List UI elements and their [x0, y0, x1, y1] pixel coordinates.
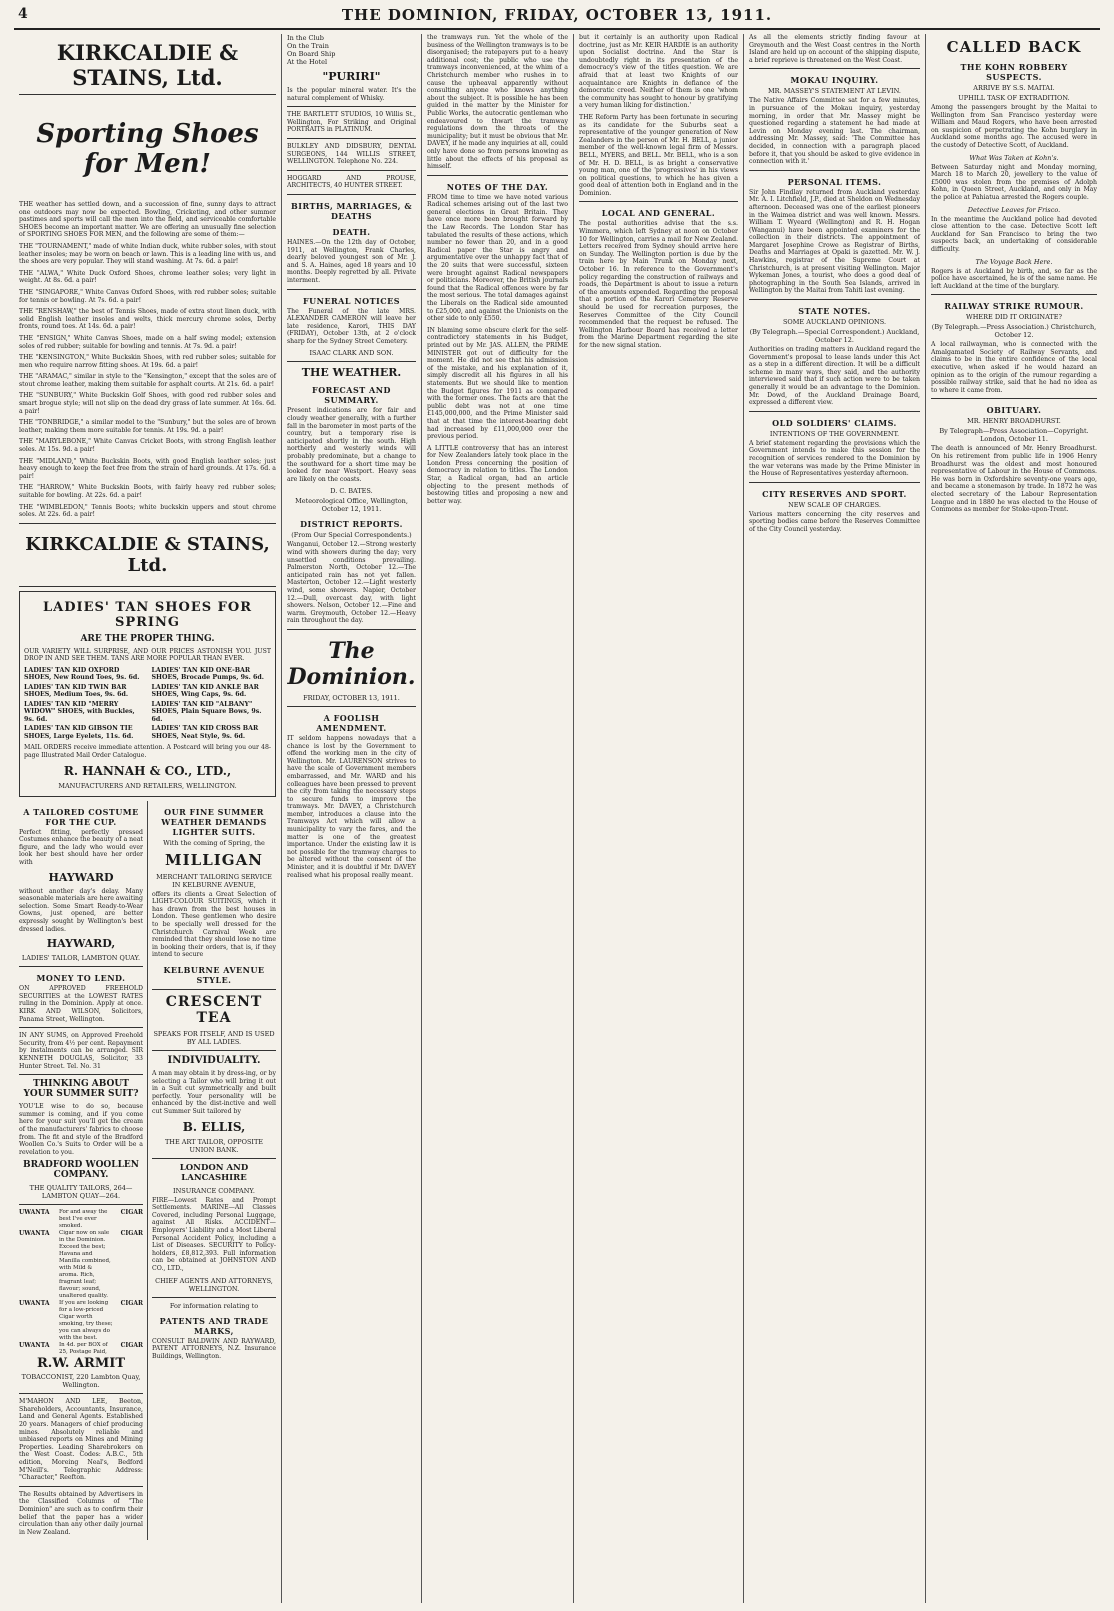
club-line: On Board Ship [287, 50, 336, 58]
weather-date: Meteorological Office, Wellington, October 12, 1911. [295, 497, 408, 514]
crescent-tea-heading: CRESCENT TEA [165, 994, 263, 1026]
called-back-heading: CALLED BACK [946, 38, 1082, 56]
shoe-item: LADIES' TAN KID ANKLE BAR SHOES, Wing Caps, 9s. 6d. [151, 683, 259, 699]
state-notes-body: Authorities on trading matters in Auckland regard the Government's proposal to lease lands under this Act as a step in a different direction. It will be a difficult scheme in many ways, they said, and the authority interviewed said that if such action were to be taken generally it would be an advantage to the Dominion. Mr. Dowd, of the Auckland Drainage Board, expressed a different view. [749, 346, 920, 407]
shoe-item: LADIES' TAN KID "ALBANY" SHOES, Plain Square Bows, 9s. 6d. [151, 700, 262, 723]
puriri-body: Is the popular mineral water. It's the natural complement of Whisky. [287, 87, 416, 102]
shoe-item: LADIES' TAN KID GIBSON TIE SHOES, Large Eyelets, 11s. 6d. [24, 725, 134, 740]
shipping-note: As all the elements strictly finding favour at Greymouth and the West Coast centres in the North Island are held up on account of the shipping dispute, a brief reprieve is threatened on the West Coast. [749, 34, 920, 64]
crescent-tea-sub: SPEAKS FOR ITSELF, AND IS USED BY ALL LADIES. [153, 1030, 275, 1046]
hayward-name: HAYWARD [48, 870, 114, 884]
newspaper-title: THE DOMINION, FRIDAY, OCTOBER 13, 1911. [341, 6, 773, 24]
personal-items-heading: PERSONAL ITEMS. [787, 176, 882, 187]
obituary-heading: OBITUARY. [986, 405, 1042, 416]
column-5 [744, 34, 926, 1603]
shoe-item: THE "WIMBLEDON," Tennis Boots; white buckskin uppers and stout chrome soles. At 22s. 6d. a pair! [19, 503, 276, 519]
cigar-price: In 4d. per BOX of 25, Postage Paid, [59, 1342, 108, 1356]
page-number: 4 [18, 6, 28, 22]
uwanta-label: UWANTA [19, 1209, 50, 1217]
cigar-label: CIGAR [120, 1230, 143, 1238]
funeral-heading: FUNERAL NOTICES [302, 295, 401, 306]
notes-of-day-body-2: IN blaming some obscure clerk for the self-contradictory statements in his Budget, printed out by Mr. JAS. ALLEN, the PRIME MINISTER got out of difficulty for the moment. He did not see that his admission of the mistake, and his explanation of it, simply discredit all his figures in all his statements. But we should like to mention the Budget figures for 1911 as compared with the former ones. The facts are that the public debt was not at one time £145,000,000, and the Prime Minister said that at that time the interest-bearing debt had increased by £11,000,000 over the previous period. [427, 326, 568, 441]
mokau-heading: MOKAU INQUIRY. [790, 75, 879, 86]
mokau-sub: MR. MASSEY'S STATEMENT AT LEVIN. [768, 87, 901, 96]
ellis-name: B. ELLIS, [182, 1119, 246, 1134]
detective-body: In the meantime the Auckland police had devoted close attention to the case. Detective Scott left Auckland for San Francisco to bring the two suspects back, an undertaking of considerable difficulty. [931, 215, 1097, 253]
hayward-signature: HAYWARD, [46, 937, 116, 951]
sporting-shoes-heading: Sporting Shoes for Men! [36, 119, 259, 179]
voyage-body: Rogers is at Auckland by birth, and, so far as the police have ascertained, he is of the same name. He left Auckland at the time of the burglary. [931, 267, 1097, 290]
dental-surgeons-ad: BULKLEY AND DIDSBURY, DENTAL SURGEONS, 144 WILLIS STREET, WELLINGTON. Telephone No. 224. [287, 142, 416, 166]
hayward-body: Perfect fitting, perfectly pressed Costumes enhance the beauty of a neat figure, and the lady who would ever look her best should have her order with [19, 828, 143, 867]
cigar-text: Cigar now on sale in the Dominion. Exceed the best; Havana and Manilla combined, with Mild & aroma. Rich, fragrant leaf; flavour; sound, unaltered quality. [59, 1230, 111, 1300]
obituary-body: The death is announced of Mr. Henry Broadhurst. On his retirement from public life in 1906 Henry Broadhurst was the oldest and most honoured representative of Labour in the House of Commons. He was born in Oxfordshire seventy-one years ago, and became a stonemason by trade. In 1872 he was elected secretary of the Labour Representation League and in 1880 he was elected to the House of Commons as member for Stoke-upon-Trent. [931, 445, 1097, 514]
hannah-name: R. HANNAH & CO., LTD., [63, 763, 232, 778]
shoe-item: LADIES' TAN KID ONE-BAR SHOES, Brocade Pumps, 9s. 6d. [151, 666, 264, 682]
classified-note: The Results obtained by Advertisers in the Classified Columns of "The Dominion" are such as to confirm their belief that the paper has a wider circulation than any other daily journal in New Zealand. [19, 1490, 143, 1536]
editorial-continued: the tramways run. Yet the whole of the business of the Wellington tramways is to be disorganised; the ratepayers put to a heavy additional cost; the public who use the tramways inconvenienced, at the whim of a Christchurch member who rushes in to cause the upheaval apparently without consulting anyone who knows anything about the subject. It is possible he has been guided in the matter by the Minister for Public Works, the autocratic gentleman who endeavoured to thwart the tramway regulations down the throats of the municipality; but it must be obvious that Mr. DAVEY, if he made any inquiries at all, could only have done so from persons knowing as little about the effects of his proposal as himself. [427, 34, 568, 171]
shoe-item: THE "ALWA," White Duck Oxford Shoes, chrome leather soles; very light in weight. At 8s. 6d. a pair! [19, 269, 276, 285]
club-line: On the Train [287, 42, 329, 50]
london-lancashire-sub: INSURANCE COMPANY. [173, 1186, 255, 1195]
uwanta-label: UWANTA [19, 1230, 50, 1238]
hayward-ad [19, 801, 143, 1541]
uwanta-label: UWANTA [19, 1342, 50, 1350]
patents-body: CONSULT BALDWIN AND RAYWARD, PATENT ATTORNEYS, N.Z. Insurance Buildings, Wellington. [152, 1337, 276, 1360]
column-6 [926, 34, 1102, 1603]
money-to-lend-heading: MONEY TO LEND. [36, 973, 126, 984]
hayward-address: LADIES' TAILOR, LAMBTON QUAY. [21, 954, 141, 963]
shoe-item: THE "RENSHAW," the best of Tennis Shoes, made of extra stout linen duck, with solid English leather insoles and welts, thick mercury chrome soles, Derby fronts, round toes. At 14s. 6d. a pair! [19, 308, 276, 331]
called-back-sub-2: ARRIVE BY S.S. MAITAI. [973, 84, 1055, 92]
hannah-sub: MANUFACTURERS AND RETAILERS, WELLINGTON. [58, 781, 237, 790]
railway-strike-sub: WHERE DID IT ORIGINATE? [966, 313, 1062, 322]
funeral-signature: ISAAC CLARK AND SON. [309, 349, 394, 358]
hoggard-prouse-ad: HOGGARD AND PROUSE, ARCHITECTS, 40 HUNTER STREET. [287, 174, 416, 190]
soldiers-claims-heading: OLD SOLDIERS' CLAIMS. [772, 417, 897, 428]
column-1-advertisements [14, 34, 282, 1603]
london-lancashire-body: FIRE—Lowest Rates and Prompt Settlements. MARINE—All Classes Covered, including Personal Luggage, against All Risks. ACCIDENT—Employers' Liability and a Most Liberal Personal Accident Policy, including a List of Diseases. SECURITY to Policy-holders, £8,812,393. Full information can be obtained at JOHNSTON AND CO., LTD., [152, 1196, 276, 1272]
weather-heading: THE WEATHER. [301, 366, 402, 380]
railway-strike-heading: RAILWAY STRIKE RUMOUR. [944, 301, 1084, 312]
bradford-name: BRADFORD WOOLLEN COMPANY. [22, 1160, 140, 1181]
hayward-heading: A TAILORED COSTUME FOR THE CUP. [23, 806, 139, 827]
soldiers-claims-body: A brief statement regarding the provisions which the Government intends to make this session for the recognition of services rendered to the Dominion by the war veterans was made by the Prime Minister in the House of Representatives yesterday afternoon. [749, 439, 920, 478]
armit-address: TOBACCONIST, 220 Lambton Quay, Wellington. [21, 1373, 141, 1390]
ellis-sub: THE ART TAILOR, OPPOSITE UNION BANK. [164, 1137, 264, 1154]
bradford-sub: THE QUALITY TAILORS, 264—LAMBTON QUAY—264. [29, 1184, 133, 1201]
shoe-item: THE "SUNBURY," White Buckskin Golf Shoes, with good red rubber soles and smart brogue style; will not slip on the dead dry grass of late summer. At 16s. 6d. a pair! [19, 392, 276, 415]
mokau-body: The Native Affairs Committee sat for a few minutes, in pursuance of the Mokau inquiry, yesterday morning, in order that Mr. Massey might be questioned regarding a statement he had made at Levin on Monday evening last. The chairman, addressing Mr. Massey, said: 'The Committee has decided, in connection with a paragraph placed before it, that you should be asked to give evidence in connection with it.' [749, 97, 920, 166]
cigar-text: For and away the best I've ever smoked. [59, 1209, 108, 1230]
milligan-ad [147, 801, 276, 1541]
cigar-label: CIGAR [120, 1342, 143, 1350]
thinking-suit-heading: THINKING ABOUT YOUR SUMMER SUIT? [23, 1079, 139, 1100]
bartlett-studios-ad: THE BARTLETT STUDIOS, 10 Willis St., Wellington, For Striking and Original PORTRAITS in PLATINUM. [287, 111, 416, 134]
district-reports-sub: (From Our Special Correspondents.) [291, 531, 412, 540]
death-notice: HAINES.—On the 12th day of October, 1911, at Wellington, Frank Charles, dearly beloved youngest son of Mr. J. and S. A. Haines, aged 18 years and 10 months. Deeply regretted by all. Private interment. [287, 238, 416, 284]
city-reserves-heading: CITY RESERVES AND SPORT. [762, 488, 907, 499]
weather-body: Present indications are for fair and cloudy weather generally, with a further fall in the barometer in most parts of the country, but a temporary rise is anticipated shortly in the south. High northerly and westerly winds will probably predominate, but a change to the southward for a short time may be looked for near Westport. Heavy seas are likely on the coasts. [287, 407, 416, 483]
local-general-body: The postal authorities advise that the s.s. Wimmera, which left Sydney at noon on October 10 for Wellington, carries a mail for New Zealand. Letters received from Sydney should arrive here on Sunday. The Wellington portion is due by the train here by Main Trunk on Monday next, October 16. In reference to the Government's policy regarding the construction of railways and roads, the Department is about to issue a return of the amounts expended. Regarding the proposal that a portion of the Karori Cemetery Reserve should be used for recreation purposes, the Reserves Committee of the City Council recommended that the request be refused. The Wellington Harbour Board has received a letter from the Marine Department regarding the site for the new signal station. [579, 220, 738, 349]
notes-continued: but it certainly is an authority upon Radical doctrine, just as Mr. KEIR HARDIE is an authority upon Socialist doctrine. And the Star is undoubtedly right in its presentation of the democracy's view of the titles question. We are afraid that at least two Knights of our acquaintance are Knights in defiance of the democratic creed. Neither of them is one 'whom the community has sought to honour by gratifying a very human liking for distinction.' [579, 34, 738, 110]
uwanta-label: UWANTA [19, 1300, 50, 1308]
shoe-item: THE "KENSINGTON," White Buckskin Shoes, with red rubber soles; suitable for men who require narrow fitting shoes. At 19s. 6d. a pair! [19, 354, 276, 369]
milligan-heading: OUR FINE SUMMER WEATHER DEMANDS LIGHTER SUITS. [161, 806, 267, 837]
shoe-item: THE "TONBRIDGE," a similar model to the "Sunbury," but the soles are of brown leather, making them more suitable for tennis. At 19s. 9d. a pair! [19, 419, 276, 434]
called-back-body: Among the passengers brought by the Maitai to Wellington from San Francisco yesterday were William and Maud Rogers, who have been arrested on suspicion of perpetrating the Kohn burglary in Auckland some months ago. The accused were in the custody of Detective Scott, of Auckland. [931, 104, 1097, 149]
obituary-sub: MR. HENRY BROADHURST. [967, 417, 1061, 426]
cigar-label: CIGAR [120, 1300, 143, 1308]
mail-orders-note: MAIL ORDERS receive immediate attention. A Postcard will bring you our 48-page Illustrated Mail Order Catalogue. [24, 744, 271, 760]
editorial-body: IT seldom happens nowadays that a chance is lost by the Government to offend the working men in the city of Wellington. Mr. LAURENSON strives to have the scale of Government members embarrassed, and Mr. WARD and his colleagues have been pressed to prevent the city from taking the necessary steps to secure funds to improve the tramways. Mr. DAVEY, a Christchurch member, introduces a clause into the Tramways Act which will allow a municipality to vary the fares, and the matter is one of the greatest importance. Under the existing law it is not possible for the tramway charges to be altered without the consent of the Minister, and it is doubtful if Mr. DAVEY realised what his proposal really meant. [287, 734, 416, 879]
individuality-heading: INDIVIDUALITY. [167, 1055, 261, 1066]
soldiers-claims-sub: INTENTIONS OF THE GOVERNMENT. [769, 429, 900, 438]
shoe-item: THE "HARROW," White Buckskin Boots, with fairly heavy red rubber soles; suitable for bowling. At 22s. 6d. a pair! [19, 484, 276, 499]
sporting-intro: THE weather has settled down, and a succession of fine, sunny days to attract one outdoors may now be expected. Bowling, Cricketing, and other summer pastimes and sports will call the men into the field, and serviceable comfortable SHOES become an important matter. We are offering an unusually fine selection of SPORTING SHOES FOR MEN, and the following are some of them:— [19, 201, 276, 239]
milligan-with: With the coming of Spring, the [163, 838, 265, 847]
puriri-heading: "PURIRI" [322, 70, 381, 83]
ladies-shoes-body: OUR VARIETY WILL SURPRISE, AND OUR PRICES ASTONISH YOU. JUST DROP IN AND SEE THEM. TANS ARE MORE POPULAR THAN EVER. [24, 647, 271, 663]
patents-intro: For information relating to [169, 1301, 259, 1310]
thinking-suit-body: YOU'LE wise to do so, because summer is coming, and if you come here for your suit you'll get the cream of the manufacturers' fabrics to choose from. The fit and style of the Bradford Woollen Co.'s Suits to Order will be a revelation to you. [19, 1103, 143, 1156]
ad-row-1 [19, 801, 276, 1541]
shoe-item: THE "MARYLEBONE," White Canvas Cricket Boots, with strong English leather soles. At 15s. 9d. a pair! [19, 438, 276, 454]
births-deaths-heading: BIRTHS, MARRIAGES, & DEATHS [290, 200, 413, 221]
notes-of-day-body: FROM time to time we have noted various Radical schemes arising out of the last two general elections in Great Britain. They have once more been brought forward by the Law Records. The London Star has tabulated the results of these actions, which number no fewer than 20, and in a good Radical paper the Star is angry and argumentative over the unhappy fact that of the 20 suits that were successful, sixteen were brought against Radical newspapers or politicians. Moreover, the British journals found that the Radical offences were by far the most serious. The total damages against the Liberals on the Radical side amounted to £25,000, and against the Unionists on the other side to only £550. [427, 193, 568, 323]
club-lines [287, 34, 416, 66]
district-reports-body: Wanganui, October 12.—Strong westerly wind with showers during the day; very unsettled conditions prevailing. Palmerston North, October 12.—The anticipated rain has not yet fallen. Masterton, October 12.—Light westerly wind, some showers. Napier, October 12.—Dull, overcast day, with light showers. Nelson, October 12.—Fine and warm. Greymouth, October 12.—Heavy rain throughout the day. [287, 541, 416, 625]
milligan-address: KELBURNE AVENUE STYLE. [163, 965, 265, 985]
notes-of-day-heading: NOTES OF THE DAY. [446, 181, 549, 192]
reform-party-note: THE Reform Party has been fortunate in securing as its candidate for the Suburbs seat a representative of the younger generation of New Zealanders in the person of Mr. H. BELL, a junior member of the well-known legal firm of Messrs. BELL, MYERS, and BELL. Mr. BELL, who is a son of Mr. H. D. BELL, is as bright a conservative young man, one of the 'progressives' in his views on political questions, to which he has given a good deal of attention both in England and in the Dominion. [579, 113, 738, 197]
state-notes-heading: STATE NOTES. [798, 306, 871, 317]
ladies-shoes-ad [19, 591, 276, 797]
railway-strike-byline: (By Telegraph.—Press Association.) Christchurch, October 12. [931, 323, 1097, 340]
ladies-shoes-sub: ARE THE PROPER THING. [80, 633, 215, 644]
london-lancashire-heading: LONDON AND LANCASHIRE [179, 1162, 249, 1183]
armit-name: R.W. ARMIT [37, 1356, 125, 1372]
shoe-item: LADIES' TAN KID TWIN BAR SHOES, Medium Toes, 9s. 6d. [24, 683, 129, 699]
club-line: At the Hotel [287, 58, 328, 66]
editorial-heading: A FOOLISH AMENDMENT. [316, 712, 387, 733]
called-back-sub: THE KOHN ROBBERY SUSPECTS. [960, 62, 1068, 82]
club-line: In the Club [287, 34, 324, 42]
cigar-text: If you are looking for a low-priced Cigar worth smoking, try these; you can always do with the best. [59, 1300, 113, 1342]
london-lancashire-agents: CHIEF AGENTS AND ATTORNEYS, WELLINGTON. [155, 1276, 273, 1293]
dominion-masthead: The Dominion. [287, 637, 416, 690]
milligan-sub: MERCHANT TAILORING SERVICE IN KELBURNE AVENUE, [156, 872, 272, 889]
state-notes-sub: SOME AUCKLAND OPINIONS. [782, 318, 887, 327]
taken-body: Between Saturday night and Monday morning, March 18 to March 20, jewellery to the value of £5000 was stolen from the premises of Adolph Kohn, in Queen Street, Auckland, and only in May the police at Pahiatua arrested the Rogers couple. [931, 163, 1097, 201]
shoe-item: LADIES' TAN KID OXFORD SHOES, New Round Toes, 9s. 6d. [24, 666, 140, 682]
column-3 [422, 34, 574, 1603]
personal-items-body: Sir John Findlay returned from Auckland yesterday. Mr. A. I. Litchfield, J.P., died at Sheldon on Wednesday afternoon. Deceased was one of the earliest pioneers in the Waimea district and was well known. Messrs. William T. Wyeard (Wellington) and R. H. Hogan (Wanganui) have been appointed examiners for the collection in their districts. The appointment of Margaret Josephine Crowe as Registrar of Births, Deaths and Marriages at Opaki is gazetted. Mr. W. J. Hawkins, registrar of the Supreme Court at Christchurch, is at present visiting Wellington. Major Wykeman Jones, a tourist, who does a good deal of photographing in the South Sea Islands, arrived in Wellington by the Maitai from Tahiti last evening. [749, 188, 920, 295]
milligan-name: MILLIGAN [165, 850, 263, 869]
obituary-byline: By Telegraph—Press Association—Copyright. London, October 11. [939, 427, 1089, 444]
detective-heading: Detective Leaves for Frisco. [967, 205, 1061, 214]
shoe-item: THE "SINGAPORE," White Canvas Oxford Shoes, with red rubber soles; suitable for tennis or bowling. At 7s. 6d. a pair! [19, 288, 276, 304]
death-heading: DEATH. [332, 226, 371, 237]
patents-heading: PATENTS AND TRADE MARKS, [159, 1315, 269, 1336]
ladies-shoes-heading: LADIES' TAN SHOES FOR SPRING [42, 599, 253, 630]
railway-strike-body: A local railwayman, who is connected with the Amalgamated Society of Railway Servants, and claims to be in the entire confidence of the local executive, when asked if he would hazard an opinion as to the origin of the rumour regarding a possible railway strike, said that he had no idea as to where it came from. [931, 341, 1097, 394]
voyage-heading: The Voyage Back Here. [975, 257, 1053, 266]
called-back-sub-3: UPHILL TASK OF EXTRADITION. [958, 94, 1070, 102]
ladies-shoes-list [24, 667, 271, 741]
state-notes-byline: (By Telegraph.—Special Correspondent.) Auckland, October 12. [749, 328, 920, 345]
notes-of-day-body-3: A LITTLE controversy that has an interest for New Zealanders lately took place in the London Press concerning the position of democracy in relation to titles. The London Star, a Radical organ, had an article objecting to the present methods of bestowing titles and proposing a new and better way. [427, 444, 568, 505]
city-reserves-body: Various matters concerning the city reserves and sporting bodies came before the Reserves Committee of the City Council yesterday. [749, 510, 920, 533]
dominion-date: FRIDAY, OCTOBER 13, 1911. [303, 693, 400, 702]
shoe-item: LADIES' TAN KID "MERRY WIDOW" SHOES, with Buckles, 9s. 6d. [24, 700, 135, 723]
shoe-item: THE "MIDLAND," White Buckskin Boots, with good English leather soles; just heavy enough to keep the feet free from the strain of hard grounds. At 17s. 6d. a pair! [19, 457, 276, 480]
shoe-item: THE "ENSIGN," White Canvas Shoes, made on a half swing model; extension soles of red rubber; suitable for bowling and tennis. At 7s. 9d. a pair! [19, 334, 276, 350]
district-reports-heading: DISTRICT REPORTS. [300, 519, 403, 530]
column-2 [282, 34, 422, 1603]
kirkcaldie-heading: KIRKCALDIE & STAINS, Ltd. [56, 40, 239, 90]
shoe-item: THE "ARAMAC," similar in style to the "Kensington," except that the soles are of stout chrome leather, making them suitable for asphalt courts. At 21s. 6d. a pair! [19, 373, 276, 388]
uwanta-cigar-ad [19, 1209, 143, 1356]
shoe-item: THE "TOURNAMENT," made of white Indian duck, white rubber soles, with stout leather insoles; may be worn on beach or lawn. This is a leading line with us, and the shoes are very popular. They will stand washing. At 7s. 6d. a pair! [19, 242, 276, 266]
taken-heading: What Was Taken at Kohn's. [969, 153, 1059, 162]
hayward-body-2: without another day's delay. Many seasonable materials are here awaiting selection. Some Smart Ready-to-Wear Gowns, just opened, are better expressly sought by Wellington's best dressed ladies. [19, 887, 143, 933]
individuality-body: A man may obtain it by dress-ing, or by selecting a Tailor who will bring it out in a Suit cut symmetrically and built perfectly. Your personality will be enhanced by the dist-inctive and well cut Summer Suit tailored by [152, 1070, 276, 1115]
column-4 [574, 34, 744, 1603]
local-general-heading: LOCAL AND GENERAL. [601, 208, 716, 219]
weather-sub: FORECAST AND SUMMARY. [312, 385, 391, 406]
funeral-notice: The Funeral of the late MRS. ALEXANDER CAMERON will leave her late residence, Karori, THIS DAY (FRIDAY), October 13th, at 2 o'clock sharp for the Sydney Street Cemetery. [287, 307, 416, 345]
shoe-item: LADIES' TAN KID CROSS BAR SHOES, Neat Style, 9s. 6d. [151, 725, 259, 740]
weather-signature: D. C. BATES. [330, 487, 373, 496]
money-to-lend-2-body: IN ANY SUMS, on Approved Freehold Security, from 4½ per cent. Repayment by instalments can be arranged. SIR KENNETH DOUGLAS, Solicitor, 33 Hunter Street. Tel. No. 31 [19, 1032, 143, 1070]
cigar-label: CIGAR [120, 1209, 143, 1217]
milligan-body: offers its clients a Great Selection of LIGHT-COLOUR SUITINGS, which it has drawn from the best houses in London. These gentlemen who desire to be specially well dressed for the Christchurch Carnival Week are reminded that they should lose no time in booking their orders, that is, if they intend to secure [152, 890, 276, 959]
page-masthead [14, 6, 1100, 30]
kirkcaldie-heading-2: KIRKCALDIE & STAINS, Ltd. [25, 533, 270, 576]
city-reserves-sub: NEW SCALE OF CHARGES. [788, 500, 881, 509]
mahon-lee-ad: M'MAHON AND LEE, Beeton, Shareholders, Accountants, Insurance, Land and General Agents. Established 20 years. Managers of chief producing mines. Absolutely reliable and unbiased reports on Mines and Mining Properties. Leading Sharebrokers on the West Coast. Codes: A.B.C., 5th edition, Moreing Neal's, Bedford M'Neill's. Telegraphic Address: "Character," Reefton. [19, 1398, 143, 1482]
money-to-lend-body: ON APPROVED FREEHOLD SECURITIES at the LOWEST RATES ruling in the Dominion. Apply at once. KIRK AND WILSON, Solicitors, Panama Street, Wellington. [19, 985, 143, 1023]
